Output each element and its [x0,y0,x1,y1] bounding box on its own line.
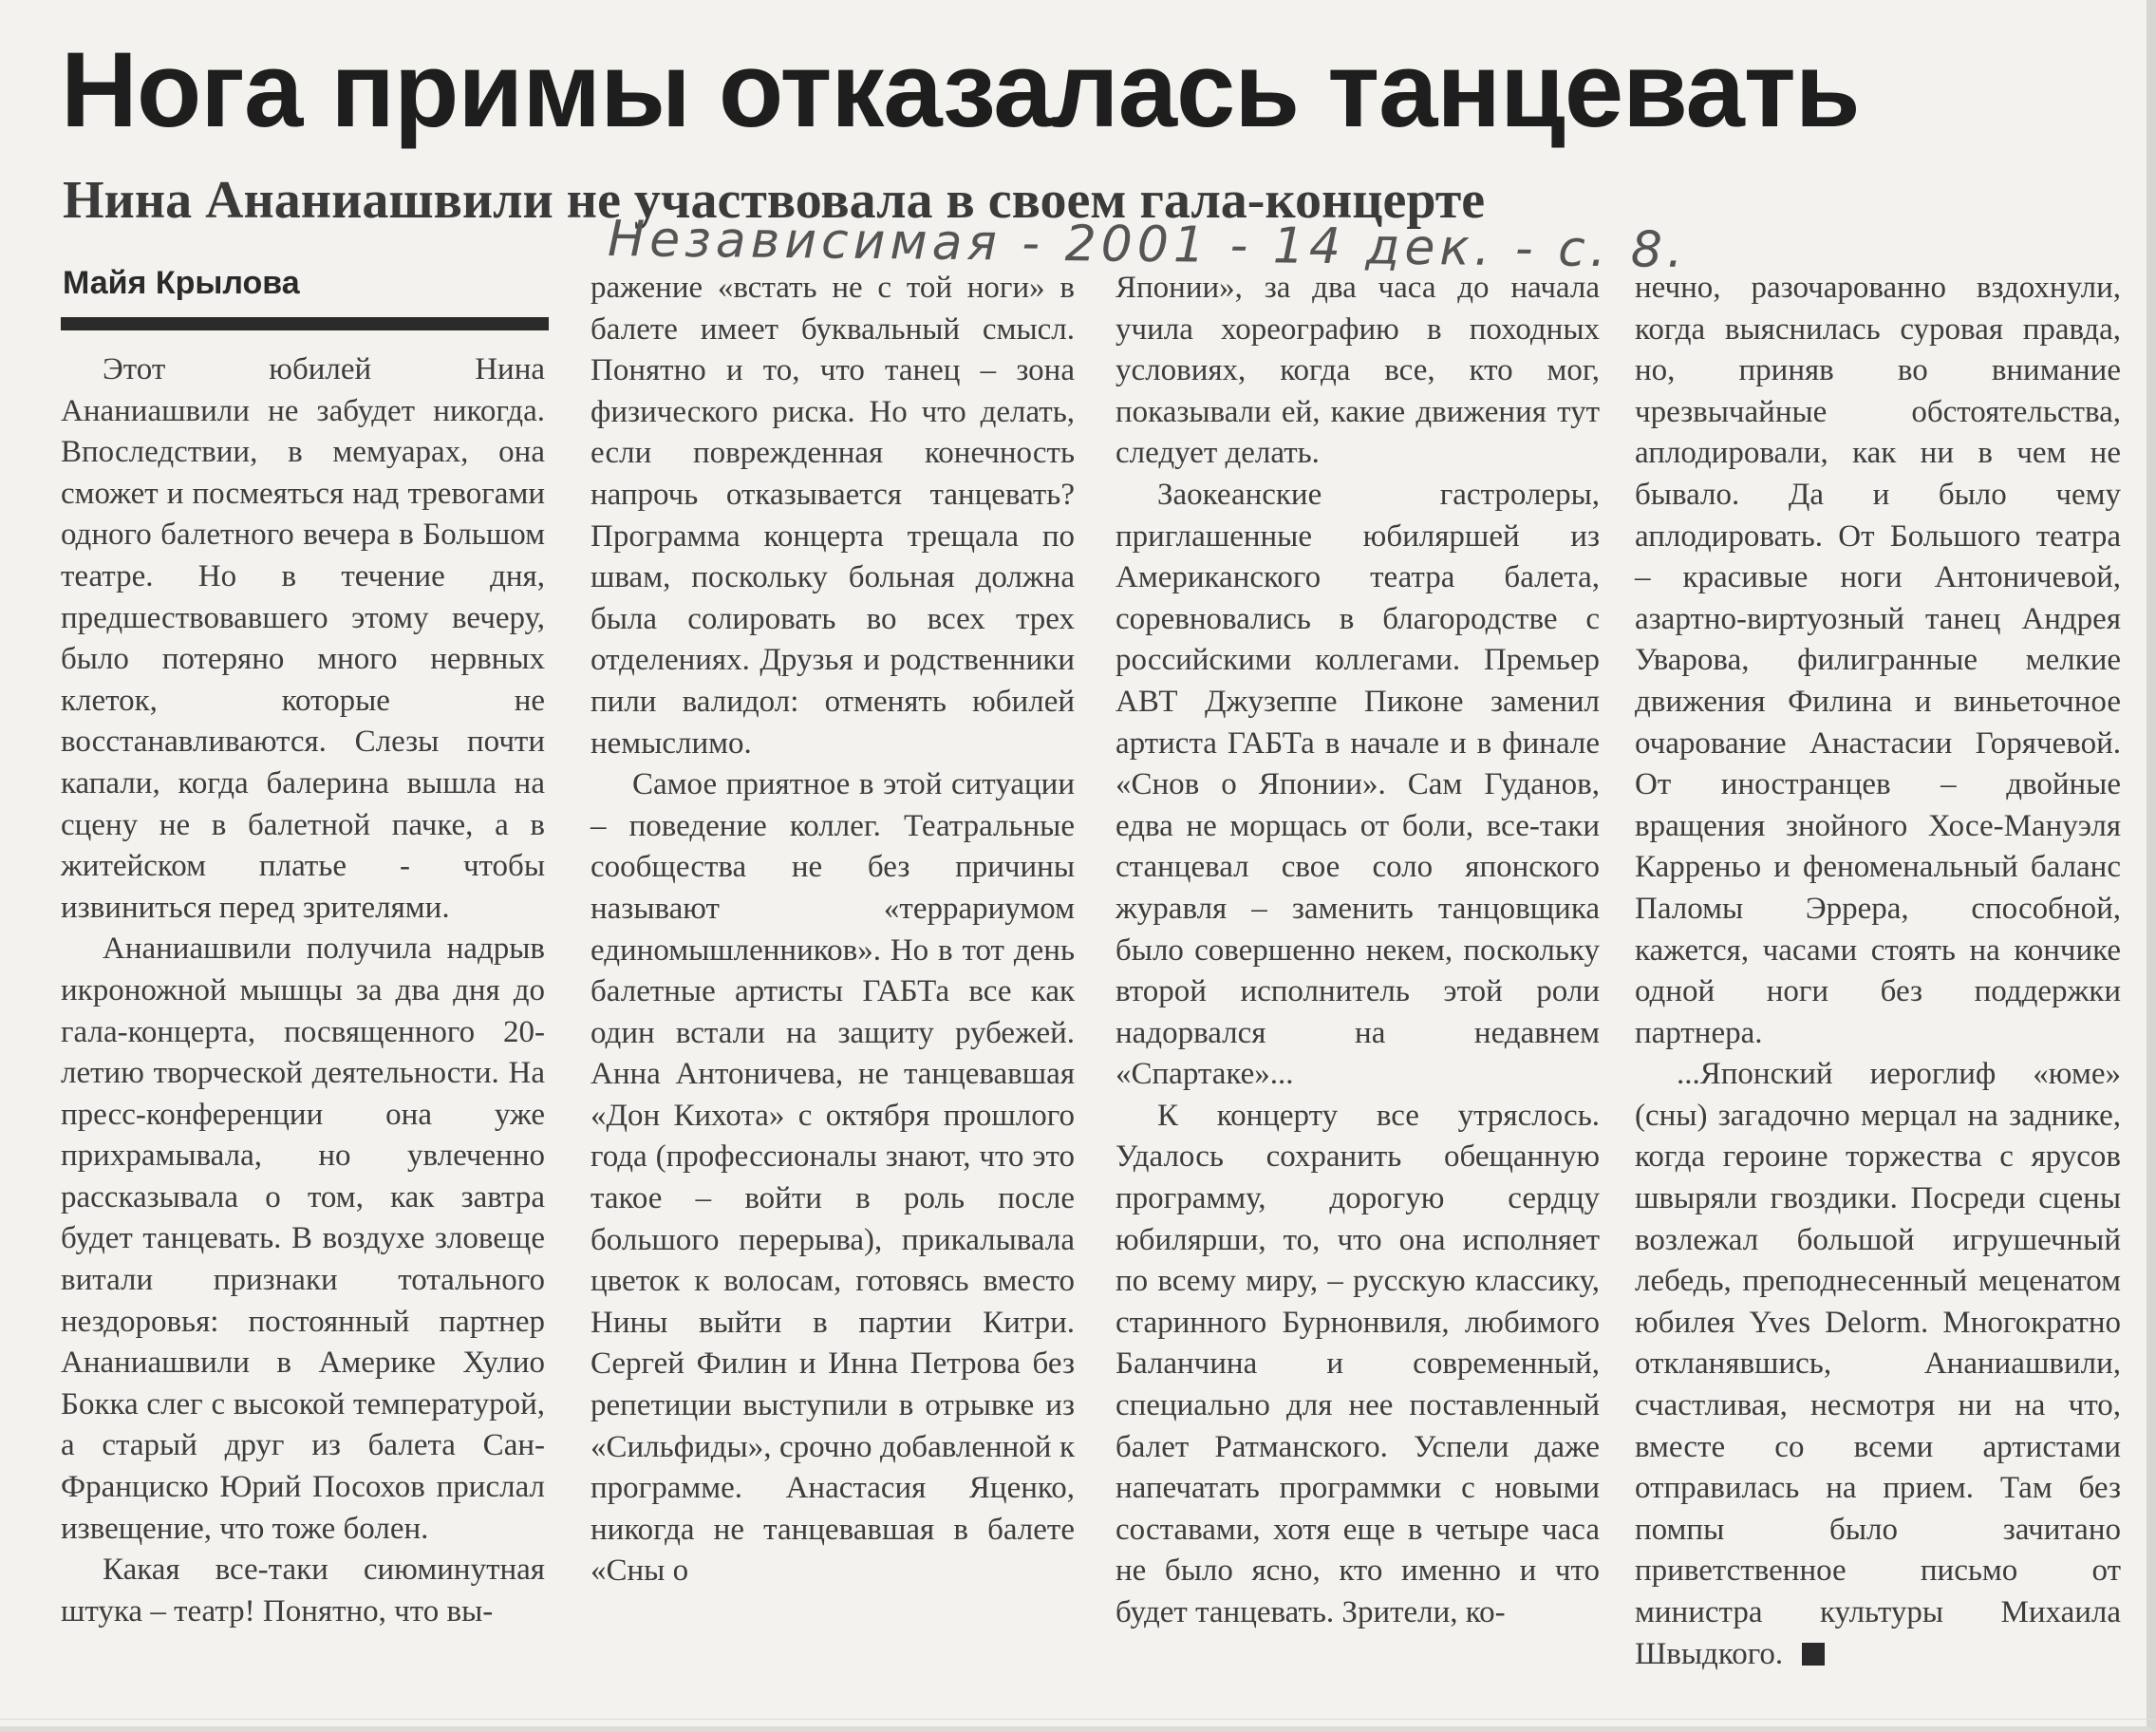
article-column-4 [1635,268,2121,1675]
paragraph: Какая все-таки сиюминутная штука – театр! Понятно, что вы- [61,1553,545,1628]
end-of-article-mark [1802,1643,1825,1666]
paragraph: Ананиашвили получила надрыв икроножной мышцы за два дня до гала-концерта, посвященного 20-летию творческой деятельности. На пресс-конференции она уже прихрамывала, но увлеченно рассказывала о том, как завтра будет танцевать. В воздухе зловеще витали признаки тотального нездоровья: постоянный партнер Ананиашвили в Америке Хулио Бокка слег с высокой температурой, а старый друг из балета Сан-Франциско Юрий Посохов прислал извещение, что тоже болен. [61,932,545,1546]
handwritten-source-note: Независимая - 2001 - 14 дек. - с. 8. [607,211,1688,279]
paragraph: Заокеанские гастролеры, приглашенные юбиляршей из Американского театра балета, соревновались в благородстве с российскими коллегами. Премьер АВТ Джузеппе Пиконе заменил артиста ГАБТа в начале и в финале «Снов о Японии». Сам Гуданов, едва не морщась от боли, все-таки станцевал свое соло японского журавля – заменить танцовщика было совершенно некем, поскольку второй исполнитель этой роли надорвался на недавнем «Спартаке»... [1115,477,1600,1092]
paragraph: Самое приятное в этой ситуации – поведение коллег. Театральные сообщества не без причины называют «террариумом единомышленников». Но в тот день балетные артисты ГАБТа все как один встали на защиту рубежей. Анна Антоничева, не танцевавшая «Дон Кихота» с октября прошлого года (профессионалы знают, что это такое – войти в роль после большого перерыва), прикалывала цветок к волосам, готовясь вместо Нины выйти в партии Китри. Сергей Филин и Инна Петрова без репетиции выступили в отрывке из «Сильфиды», срочно добавленной к программе. Анастасия Яценко, никогда не танцевавшая в балете «Сны о [591,767,1075,1589]
author-byline: Майя Крылова [63,265,300,301]
headline: Нога примы отказалась танцевать [61,30,1860,149]
paragraph [1635,1054,2121,1675]
paragraph: ражение «встать не с той ноги» в балете имеет буквальный смысл. Понятно и то, что танец – зона физического риска. Но что делать, если поврежденная конечность напрочь отказывается танцевать? Программа концерта трещала по швам, поскольку больная должна была солировать во всех трех отделениях. Друзья и родственники пили валидол: отменять юбилей немыслимо. [591,271,1075,761]
article-column-3 [1115,268,1600,1634]
paragraph: К концерту все утряслось. Удалось сохранить обещанную программу, дорогую сердцу юбилярши, то, что она исполняет по всему миру, – русскую классику, старинного Бурнонвиля, любимого Баланчина и современный, специально для нее поставленный балет Ратманского. Успели даже напечатать программки с новыми составами, хотя еще в четыре часа не было ясно, кто именно и что будет танцевать. Зрители, ко- [1115,1098,1600,1629]
subheadline: Нина Ананиашвили не участвовала в своем гала-концерте [63,171,1486,230]
article-column-2 [591,268,1075,1592]
paragraph: нечно, разочарованно вздохнули, когда выяснилась суровая правда, но, приняв во внимание чрезвычайные обстоятельства, аплодировали, как ни в чем не бывало. Да и было чему аплодировать. От Большого театра – красивые ноги Антоничевой, азартно-виртуозный танец Андрея Уварова, филигранные мелкие движения Филина и виньеточное очарование Анастасии Горячевой. От иностранцев – двойные вращения знойного Хосе-Мануэля Карреньо и феноменальный баланс Паломы Эррера, способной, кажется, часами стоять на кончике одной ноги без поддержки партнера. [1635,271,2121,1050]
paragraph: Этот юбилей Нина Ананиашвили не забудет никогда. Впоследствии, в мемуарах, она сможет и посмеяться над тревогами одного балетного вечера в Большом театре. Но в течение дня, предшествовавшего этому вечеру, было потеряно много нервных клеток, которые не восстанавливаются. Слезы почти капали, когда балерина вышла на сцену не в балетной пачке, а в житейском платье - чтобы извиниться перед зрителями. [61,352,545,925]
paragraph: Японии», за два часа до начала учила хореографию в походных условиях, когда все, кто мог, показывали ей, какие движения тут следует делать. [1115,271,1600,471]
article-column-1 [61,349,545,1632]
byline-rule [61,317,549,330]
page-edge [0,1719,2156,1720]
paragraph-text: ...Японский иероглиф «юме» (сны) загадочно мерцал на заднике, когда героине торжества с ярусов швыряли гвоздики. Посреди сцены возлежал большой игрушечный лебедь, преподнесенный меценатом юбилея Yves Delorm. Многократно откланявшись, Ананиашвили, счастливая, несмотря ни на что, вместе со всеми артистами отправилась на прием. Там без помпы было зачитано приветственное письмо от министра культуры Михаила Швыдкого. [1635,1057,2121,1671]
